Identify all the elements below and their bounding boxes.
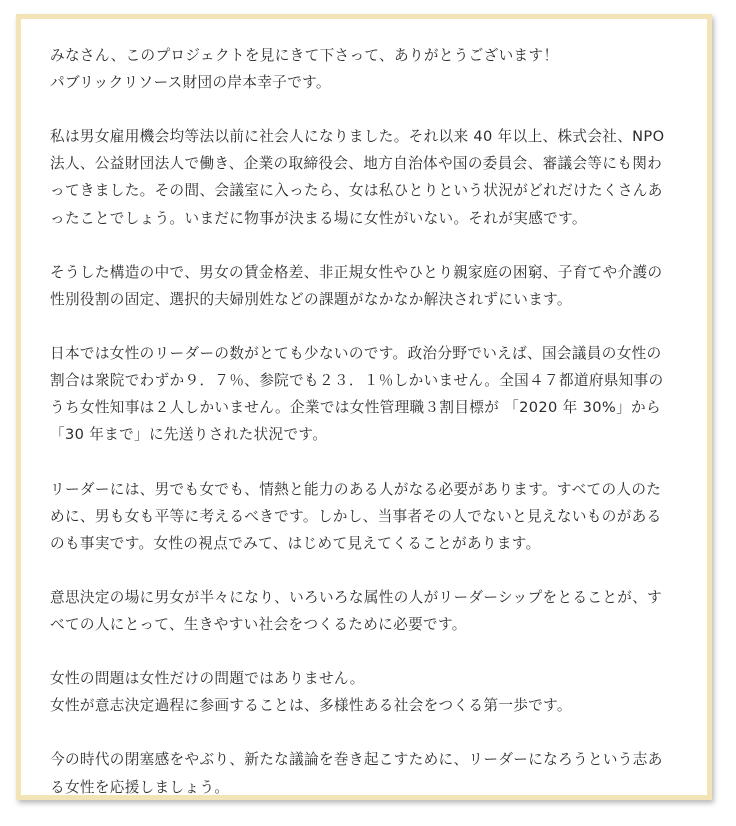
message-paragraph bbox=[50, 259, 690, 313]
message-paragraph bbox=[50, 665, 690, 719]
paragraph-line: 日本では女性のリーダーの数がとても少ないのです。政治分野でいえば、国会議員の女性の bbox=[50, 345, 662, 363]
paragraph-line: ったことでしょう。いまだに物事が決まる場に女性がいない。それが実感です。 bbox=[50, 209, 587, 227]
message-paragraph bbox=[50, 340, 690, 448]
message-paragraph bbox=[50, 123, 690, 231]
paragraph-line: 女性の問題は女性だけの問題ではありません。 bbox=[50, 670, 365, 688]
paragraph-line: 私は男女雇用機会均等法以前に社会人になりました。それ以来 40 年以上、株式会社、NPO bbox=[50, 128, 665, 146]
paragraph-line: そうした構造の中で、男女の賃金格差、非正規女性やひとり親家庭の困窮、子育てや介護の bbox=[50, 263, 663, 281]
message-paragraph bbox=[50, 746, 690, 800]
paragraph-line: のも事実です。女性の視点でみて、はじめて見えてくることがあります。 bbox=[50, 534, 541, 552]
paragraph-line: みなさん、このプロジェクトを見にきて下さって、ありがとうございます！ bbox=[50, 47, 559, 64]
paragraph-line: ってきました。その間、会議室に入ったら、女は私ひとりという状況がどれだけたくさんあ bbox=[50, 182, 663, 200]
paragraph-line: めに、男も女も平等に考えるべきです。しかし、当事者その人でないと見えないものがある bbox=[50, 507, 662, 525]
paragraph-line: 「30 年まで」に先送りされた状況です。 bbox=[50, 426, 328, 444]
paragraph-line: うち女性知事は２人しかいません。企業では女性管理職３割目標が 「2020 年 30%」から bbox=[50, 399, 661, 417]
paragraph-line: リーダーには、男でも女でも、情熱と能力のある人がなる必要があります。すべての人のた bbox=[50, 480, 662, 498]
paragraph-line: る女性を応援しましょう。 bbox=[50, 778, 230, 796]
paragraph-line: パブリックリソース財団の岸本幸子です。 bbox=[50, 74, 331, 92]
paragraph-line: 割合は衆院でわずか９．７％、参院でも２３．１％しかいません。全国４７都道府県知事の bbox=[50, 372, 664, 390]
message-body bbox=[50, 42, 690, 801]
paragraph-line: 性別役割の固定、選択的夫婦別姓などの課題がなかなか解決されずにいます。 bbox=[50, 290, 572, 308]
message-paragraph bbox=[50, 42, 690, 96]
paragraph-line: 意思決定の場に男女が半々になり、いろいろな属性の人がリーダーシップをとることが、す bbox=[50, 588, 663, 606]
message-paragraph bbox=[50, 476, 690, 557]
message-frame bbox=[16, 14, 712, 800]
paragraph-line: 女性が意志決定過程に参画することは、多様性ある社会をつくる第一歩です。 bbox=[50, 697, 572, 715]
paragraph-line: べての人にとって、生きやすい社会をつくるために必要です。 bbox=[50, 615, 467, 633]
paragraph-line: 今の時代の閉塞感をやぶり、新たな議論を巻き起こすために、リーダーになろうという志あ bbox=[50, 751, 663, 769]
message-paragraph bbox=[50, 584, 690, 638]
paragraph-line: 法人、公益財団法人で働き、企業の取締役会、地方自治体や国の委員会、審議会等にも関わ bbox=[50, 155, 663, 173]
